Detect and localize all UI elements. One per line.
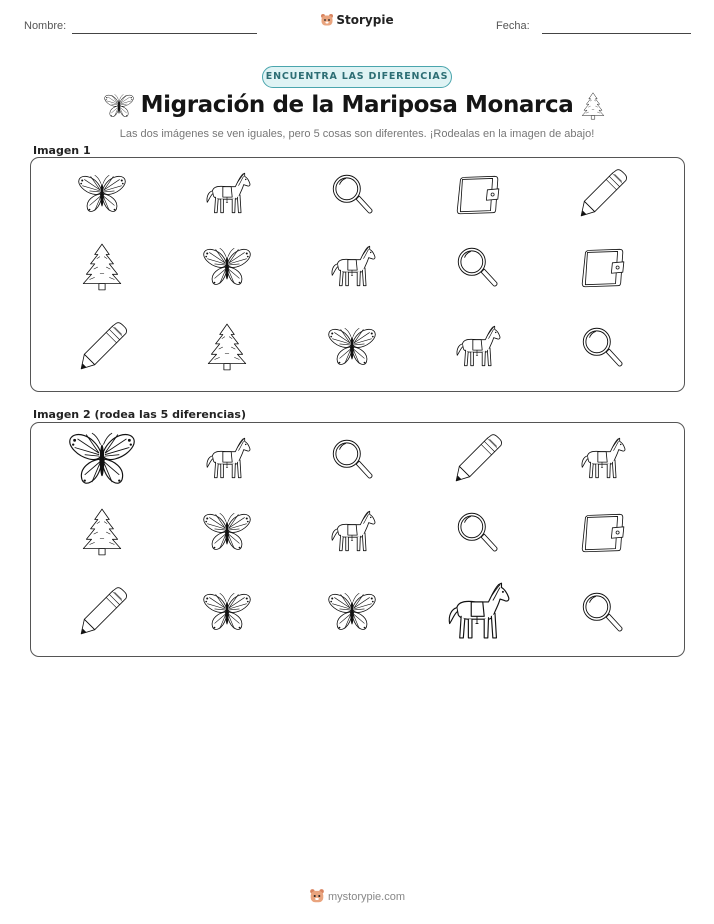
page-title: Migración de la Mariposa Monarca <box>140 92 574 118</box>
butterfly-icon <box>76 168 128 220</box>
footer <box>0 888 714 907</box>
butterfly-icon[interactable] <box>66 423 138 495</box>
magnifier-icon[interactable] <box>326 433 378 485</box>
butterfly-icon <box>201 241 253 293</box>
pine-tree-icon <box>76 241 128 293</box>
name-label: Nombre: <box>24 20 67 32</box>
magnifier-icon <box>326 168 378 220</box>
horse-icon[interactable] <box>326 506 378 558</box>
image1-label: Imagen 1 <box>33 144 91 157</box>
butterfly-icon[interactable] <box>326 586 378 638</box>
magnifier-icon[interactable] <box>451 506 503 558</box>
wallet-icon <box>576 241 628 293</box>
brand-logo <box>0 13 714 30</box>
wallet-icon <box>451 168 503 220</box>
mascot-icon <box>320 13 334 30</box>
butterfly-icon <box>326 321 378 373</box>
activity-badge: ENCUENTRA LAS DIFERENCIAS <box>262 66 452 88</box>
pine-tree-icon <box>578 90 608 127</box>
horse-icon[interactable] <box>201 433 253 485</box>
brand-name: Storypie <box>336 13 394 27</box>
footer-url[interactable]: mystorypie.com <box>327 891 406 903</box>
butterfly-icon[interactable] <box>201 506 253 558</box>
mascot-icon <box>309 888 325 907</box>
horse-icon <box>326 241 378 293</box>
pencil-icon[interactable] <box>76 586 128 638</box>
horse-icon[interactable] <box>441 576 513 648</box>
horse-icon[interactable] <box>576 433 628 485</box>
date-label: Fecha: <box>496 20 530 32</box>
magnifier-icon <box>576 321 628 373</box>
horse-icon <box>201 168 253 220</box>
pencil-icon <box>576 168 628 220</box>
image2-panel[interactable] <box>30 422 685 657</box>
magnifier-icon <box>451 241 503 293</box>
pine-tree-icon[interactable] <box>76 506 128 558</box>
instructions: Las dos imágenes se ven iguales, pero 5 cosas son diferentes. ¡Rodealas en la imagen de abajo! <box>119 128 595 140</box>
horse-icon <box>451 321 503 373</box>
name-line[interactable] <box>72 33 257 34</box>
image2-label: Imagen 2 (rodea las 5 diferencias) <box>33 408 247 421</box>
image1-panel <box>30 157 685 392</box>
pine-tree-icon <box>201 321 253 373</box>
pencil-icon <box>76 321 128 373</box>
magnifier-icon[interactable] <box>576 586 628 638</box>
pencil-icon[interactable] <box>451 433 503 485</box>
wallet-icon[interactable] <box>576 506 628 558</box>
date-line[interactable] <box>542 33 691 34</box>
butterfly-icon[interactable] <box>201 586 253 638</box>
